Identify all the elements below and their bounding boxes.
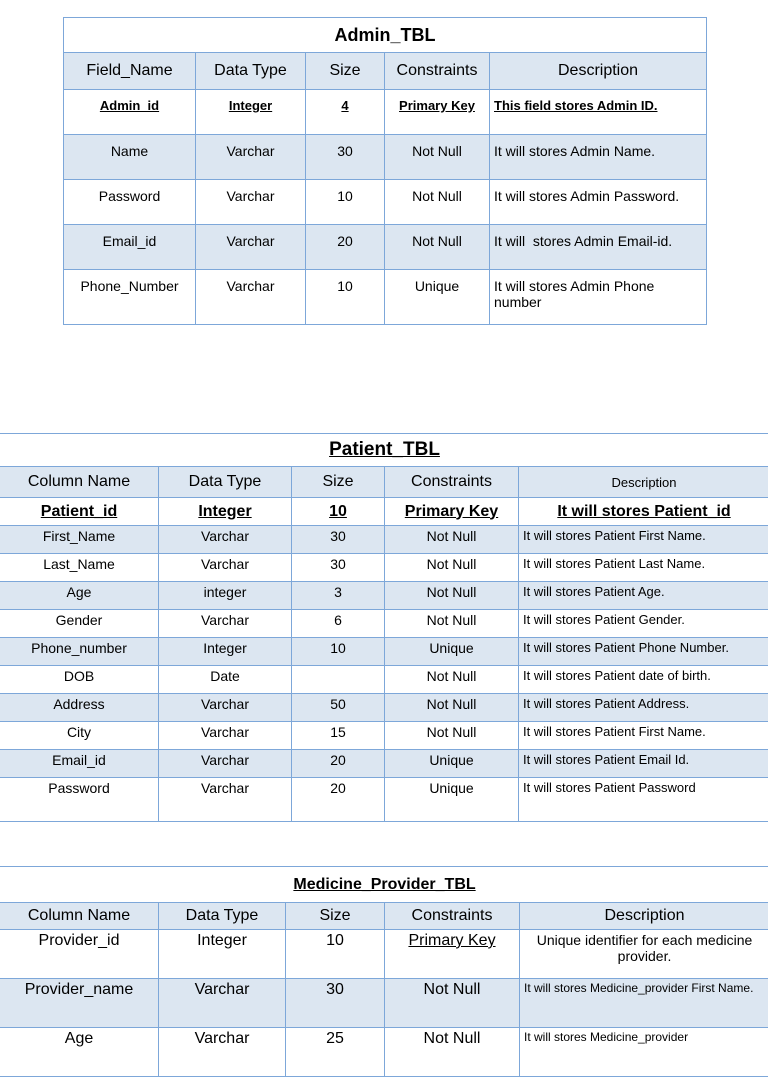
table-cell: Integer [196, 90, 306, 135]
table-cell: Not Null [385, 135, 490, 180]
table-cell: Integer [159, 498, 292, 526]
table-cell: Not Null [385, 979, 520, 1028]
table-cell: 10 [306, 180, 385, 225]
table-cell: 10 [306, 270, 385, 325]
table-cell: Primary Key [385, 90, 490, 135]
patient-table-title: Patient_TBL [0, 434, 768, 467]
admin-table-title: Admin_TBL [64, 18, 707, 53]
table-cell: Not Null [385, 1028, 520, 1077]
column-header: Description [490, 53, 707, 90]
table-cell: Not Null [385, 554, 519, 582]
column-header: Column Name [0, 467, 159, 498]
table-cell: 30 [292, 554, 385, 582]
table-row [0, 638, 768, 666]
column-header: Data Type [159, 903, 286, 930]
column-header: Description [520, 903, 768, 930]
patient-rows [0, 526, 768, 822]
table-cell: Not Null [385, 180, 490, 225]
table-cell: Unique [385, 270, 490, 325]
table-cell: Unique [385, 638, 519, 666]
table-cell: It will stores Admin Password. [490, 180, 707, 225]
column-header: Constraints [385, 53, 490, 90]
table-cell: Not Null [385, 722, 519, 750]
table-cell: Provider_name [0, 979, 159, 1028]
table-cell: Varchar [196, 180, 306, 225]
table-row [0, 582, 768, 610]
patient-header-row [0, 467, 768, 498]
table-row [0, 722, 768, 750]
table-cell: Unique [385, 778, 519, 822]
table-cell: 20 [306, 225, 385, 270]
table-cell: 6 [292, 610, 385, 638]
table-cell: This field stores Admin ID. [490, 90, 707, 135]
table-row [0, 930, 768, 979]
column-header: Size [286, 903, 385, 930]
column-header: Data Type [196, 53, 306, 90]
table-cell: 30 [286, 979, 385, 1028]
column-header: Column Name [0, 903, 159, 930]
table-cell: Admin_id [64, 90, 196, 135]
table-cell: It will stores Patient_id [519, 498, 768, 526]
table-cell: It will stores Patient Password [519, 778, 768, 822]
table-row [0, 778, 768, 822]
table-cell: It will stores Patient Age. [519, 582, 768, 610]
table-cell: Varchar [159, 694, 292, 722]
table-cell: Unique identifier for each medicine provider. [520, 930, 768, 979]
table-cell: It will stores Admin Email-id. [490, 225, 707, 270]
table-cell: It will stores Medicine_provider [520, 1028, 768, 1077]
column-header: Field_Name [64, 53, 196, 90]
table-cell: Email_id [64, 225, 196, 270]
table-cell: Age [0, 582, 159, 610]
table-cell: Phone_Number [64, 270, 196, 325]
table-cell: Not Null [385, 582, 519, 610]
table-row [0, 750, 768, 778]
table-cell: Varchar [196, 270, 306, 325]
table-cell: Not Null [385, 225, 490, 270]
table-cell: Primary Key [385, 498, 519, 526]
table-cell: Varchar [159, 722, 292, 750]
table-cell: It will stores Medicine_provider First Name. [520, 979, 768, 1028]
table-row [64, 270, 707, 325]
table-cell: 4 [306, 90, 385, 135]
table-row [64, 225, 707, 270]
table-cell: 25 [286, 1028, 385, 1077]
table-cell: It will stores Admin Name. [490, 135, 707, 180]
table-row [64, 180, 707, 225]
table-row [0, 526, 768, 554]
table-cell: 30 [292, 526, 385, 554]
table-cell: 50 [292, 694, 385, 722]
table-cell: Not Null [385, 694, 519, 722]
table-cell: First_Name [0, 526, 159, 554]
patient-table [0, 433, 768, 822]
column-header: Constraints [385, 467, 519, 498]
table-cell: It will stores Patient Last Name. [519, 554, 768, 582]
table-row [0, 666, 768, 694]
table-cell: Integer [159, 638, 292, 666]
table-row [64, 135, 707, 180]
table-cell: 10 [292, 638, 385, 666]
table-cell: 15 [292, 722, 385, 750]
table-cell: Varchar [159, 778, 292, 822]
table-cell: Varchar [159, 979, 286, 1028]
column-header: Description [519, 467, 768, 498]
table-cell: Unique [385, 750, 519, 778]
table-cell [292, 666, 385, 694]
provider-table-title: Medicine_Provider_TBL [0, 867, 768, 903]
table-cell: It will stores Patient Phone Number. [519, 638, 768, 666]
table-cell: It will stores Patient date of birth. [519, 666, 768, 694]
table-cell: Not Null [385, 666, 519, 694]
table-cell: Varchar [196, 225, 306, 270]
table-cell: City [0, 722, 159, 750]
admin-header-row [64, 53, 707, 90]
table-cell: 10 [292, 498, 385, 526]
table-cell: Varchar [159, 750, 292, 778]
table-cell: Varchar [159, 526, 292, 554]
medicine-provider-table [0, 866, 768, 1077]
provider-header-row [0, 903, 768, 930]
table-cell: It will stores Patient Address. [519, 694, 768, 722]
table-cell: 20 [292, 750, 385, 778]
table-cell: It will stores Patient Email Id. [519, 750, 768, 778]
admin-table [63, 17, 707, 325]
table-cell: Password [0, 778, 159, 822]
table-cell: Password [64, 180, 196, 225]
table-cell: Email_id [0, 750, 159, 778]
table-cell: Integer [159, 930, 286, 979]
table-cell: 20 [292, 778, 385, 822]
table-cell: 10 [286, 930, 385, 979]
table-cell: Age [0, 1028, 159, 1077]
table-cell: Provider_id [0, 930, 159, 979]
table-cell: Primary Key [385, 930, 520, 979]
table-cell: It will stores Patient Gender. [519, 610, 768, 638]
table-row [0, 554, 768, 582]
table-cell: Not Null [385, 526, 519, 554]
table-row [0, 610, 768, 638]
table-cell: It will stores Admin Phone number [490, 270, 707, 325]
table-row [0, 1028, 768, 1077]
table-cell: It will stores Patient First Name. [519, 722, 768, 750]
table-row [0, 694, 768, 722]
table-cell: Patient_id [0, 498, 159, 526]
table-row [64, 90, 707, 135]
table-cell: Gender [0, 610, 159, 638]
table-cell: It will stores Patient First Name. [519, 526, 768, 554]
table-cell: DOB [0, 666, 159, 694]
table-cell: Last_Name [0, 554, 159, 582]
table-row [0, 498, 768, 526]
table-cell: Varchar [159, 1028, 286, 1077]
table-cell: 30 [306, 135, 385, 180]
table-cell: Phone_number [0, 638, 159, 666]
table-cell: Name [64, 135, 196, 180]
table-cell: Varchar [159, 610, 292, 638]
column-header: Constraints [385, 903, 520, 930]
table-cell: integer [159, 582, 292, 610]
table-cell: 3 [292, 582, 385, 610]
column-header: Data Type [159, 467, 292, 498]
table-row [0, 979, 768, 1028]
table-cell: Address [0, 694, 159, 722]
table-cell: Varchar [159, 554, 292, 582]
table-cell: Varchar [196, 135, 306, 180]
table-cell: Date [159, 666, 292, 694]
column-header: Size [306, 53, 385, 90]
table-cell: Not Null [385, 610, 519, 638]
column-header: Size [292, 467, 385, 498]
